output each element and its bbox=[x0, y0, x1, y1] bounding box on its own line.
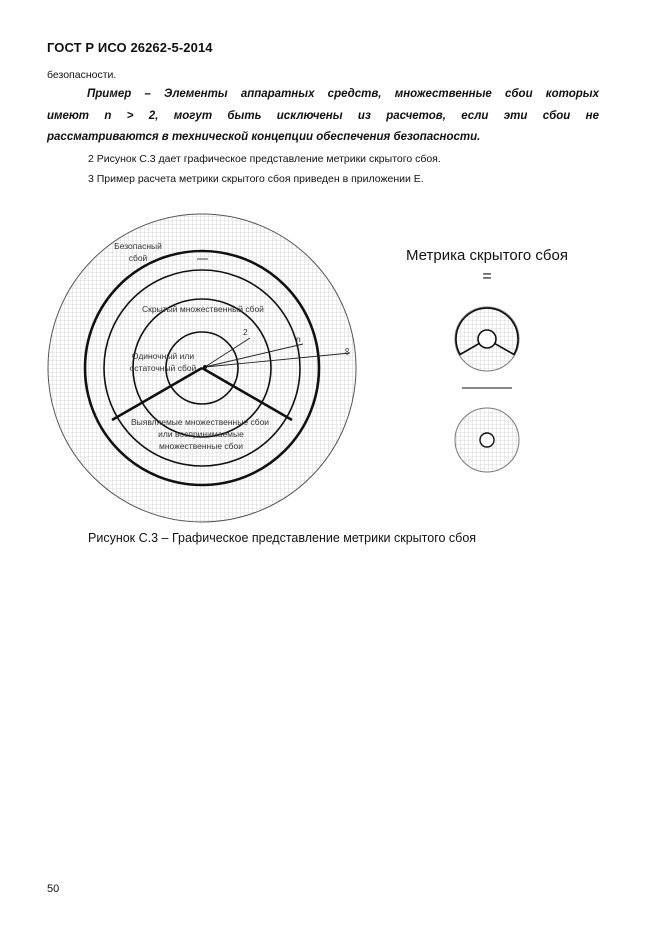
figure-caption: Рисунок С.3 – Графическое представление метрики скрытого сбоя bbox=[88, 531, 477, 545]
note-3: 3 Пример расчета метрики скрытого сбоя приведен в приложении Е. bbox=[88, 173, 424, 185]
label-ring-infinity: ∞ bbox=[342, 347, 353, 355]
metric-title: Метрика скрытого сбоя bbox=[406, 247, 568, 264]
label-ring-n: n bbox=[296, 334, 301, 344]
label-detected-fault-2: или воспринимаемые bbox=[158, 429, 244, 439]
fault-classes-diagram bbox=[48, 214, 356, 522]
label-latent-fault: Скрытый множественный сбой bbox=[142, 304, 264, 314]
label-safe-fault-1: Безопасный bbox=[114, 241, 162, 251]
denominator-inner-circle bbox=[480, 433, 494, 447]
center-point bbox=[203, 365, 207, 369]
example-line-1: Пример – Элементы аппаратных средств, множественные сбои которых bbox=[87, 88, 599, 100]
continuation-text: безопасности. bbox=[47, 69, 117, 81]
label-single-fault-2: остаточный сбой bbox=[129, 363, 197, 373]
label-detected-fault-1: Выявляемые множественные сбои bbox=[130, 417, 270, 427]
page-number: 50 bbox=[47, 883, 60, 895]
label-ring-2: 2 bbox=[243, 327, 248, 337]
example-line-2: имеют n > 2, могут быть исключены из расчетов, если эти сбои не bbox=[47, 110, 599, 122]
numerator-inner-circle bbox=[478, 330, 496, 348]
latent-fault-metric-formula bbox=[406, 247, 568, 472]
label-safe-fault-2: сбой bbox=[128, 253, 148, 263]
note-2: 2 Рисунок С.3 дает графическое представление метрики скрытого сбоя. bbox=[88, 153, 441, 165]
example-line-3: рассматриваются в технической концепции обеспечения безопасности. bbox=[47, 131, 481, 143]
label-single-fault-1: Одиночный или bbox=[131, 351, 195, 361]
metric-equals-sign: = bbox=[482, 268, 492, 285]
label-detected-fault-3: множественные сбои bbox=[158, 441, 244, 451]
document-header: ГОСТ Р ИСО 26262-5-2014 bbox=[47, 40, 213, 55]
